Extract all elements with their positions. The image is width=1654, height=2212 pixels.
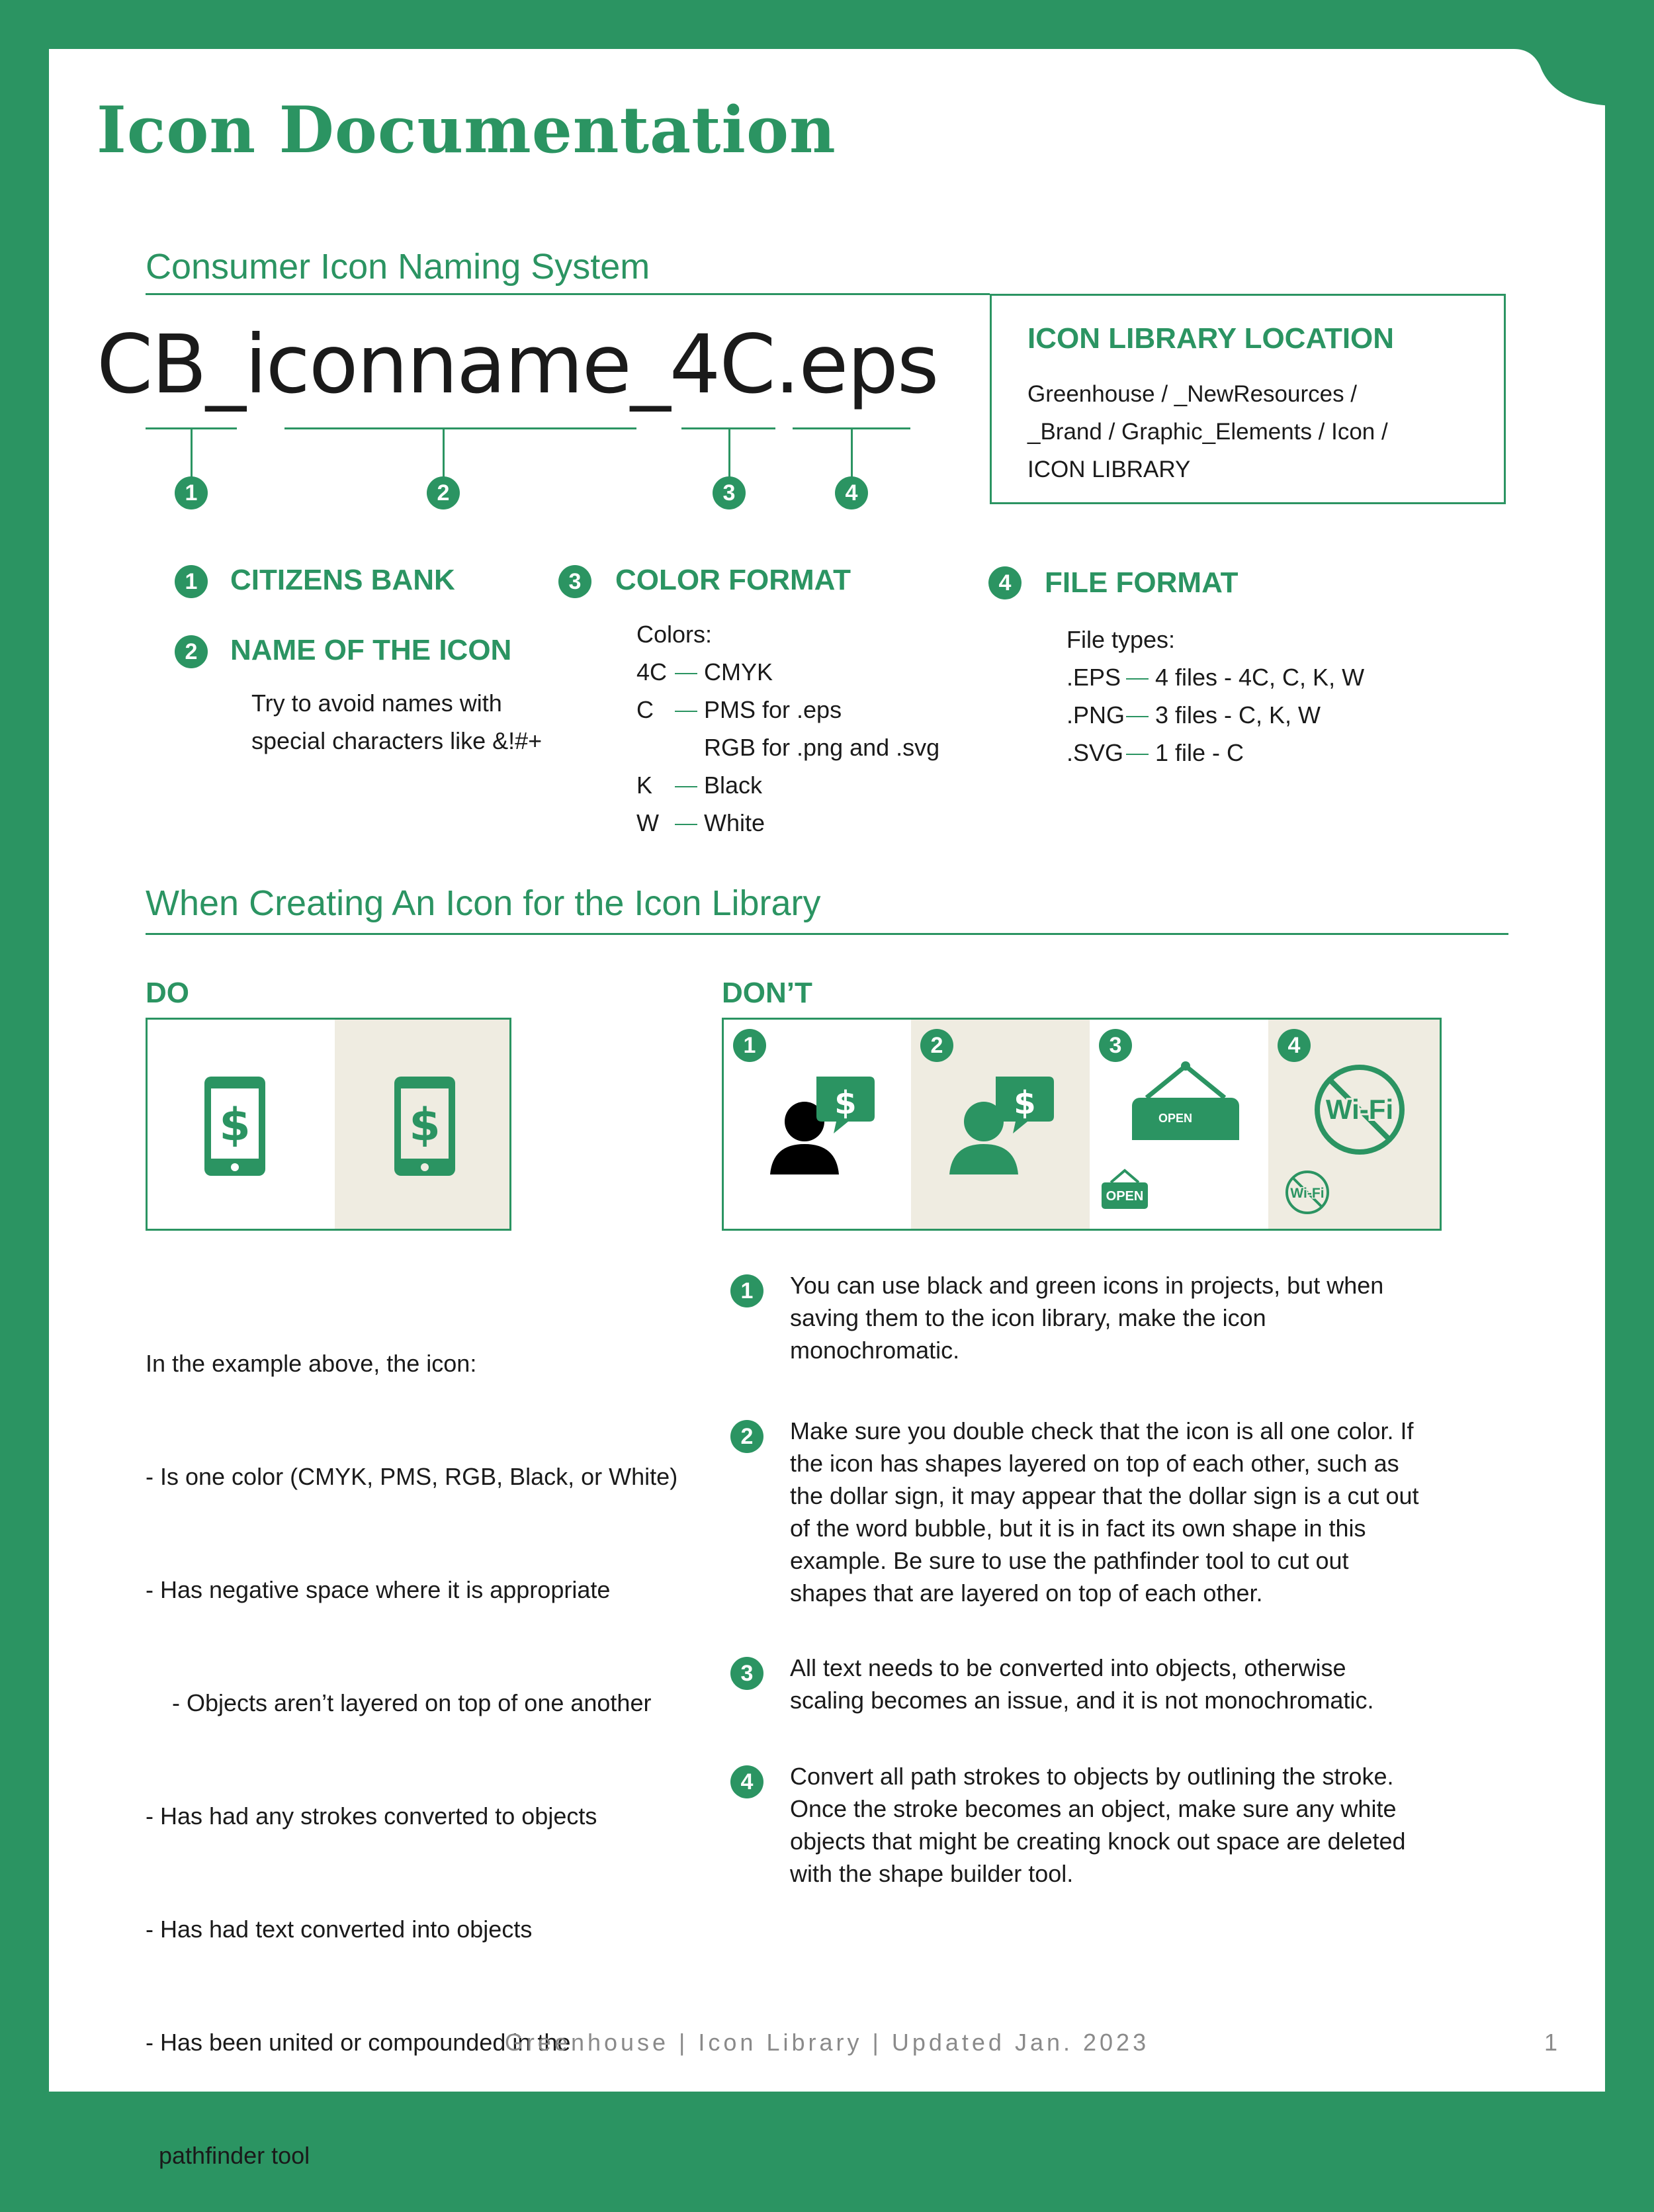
do-explanation-list xyxy=(146,1269,677,2212)
file-format-list xyxy=(1066,621,1364,772)
color-value: CMYK xyxy=(704,658,773,686)
do-list-line: - Has negative space where it is appropriate xyxy=(146,1576,611,1603)
dont-example-panel xyxy=(722,1018,1442,1231)
note-line: special characters like &!#+ xyxy=(251,727,543,754)
person-speech-bubble-icon-green xyxy=(949,1075,1055,1174)
naming-heading: Consumer Icon Naming System xyxy=(146,247,650,287)
wifi-text: Wi-Fi xyxy=(1325,1094,1394,1125)
dont-cell-3 xyxy=(1090,1020,1268,1229)
file-code: .EPS xyxy=(1066,664,1121,691)
do-white-cell xyxy=(148,1020,335,1229)
dont-label: DON’T xyxy=(722,977,812,1009)
color-format-list xyxy=(636,615,939,842)
color-value: Black xyxy=(704,772,763,799)
dollar-glyph: $ xyxy=(219,1099,251,1151)
do-list-line: - Has had any strokes converted to objects xyxy=(146,1802,597,1830)
dont-note-4: Convert all path strokes to objects by outlining the stroke. Once the stroke becomes an object, make sure any white objects that might be creating knock out space are deleted with the shape builder tool. xyxy=(790,1763,1406,1887)
creating-heading: When Creating An Icon for the Icon Library xyxy=(146,883,821,923)
dont-marker-1: 1 xyxy=(733,1029,766,1062)
library-location-box xyxy=(990,294,1506,504)
dont-note-1: You can use black and green icons in projects, but when saving them to the icon library, make the icon monochromatic. xyxy=(790,1272,1384,1364)
dollar-glyph: $ xyxy=(1014,1084,1036,1122)
color-value: RGB for .png and .svg xyxy=(704,734,940,761)
segment-marker-3: 3 xyxy=(713,476,746,509)
note-line: Try to avoid names with xyxy=(251,689,502,717)
do-example-panel xyxy=(146,1018,511,1231)
filename-example: CB_iconname_4C.eps xyxy=(97,318,938,412)
page-corner-curl xyxy=(1501,40,1613,146)
naming-rule xyxy=(146,293,990,295)
color-code: C xyxy=(636,696,654,723)
dont-note-marker-2: 2 xyxy=(730,1420,763,1453)
do-list-line: - Objects aren’t layered on top of one another xyxy=(146,1689,652,1716)
segment-connector-3 xyxy=(728,427,730,478)
segment-underline-2 xyxy=(284,427,636,429)
wifi-text: Wi-Fi xyxy=(1290,1186,1325,1201)
dollar-glyph: $ xyxy=(834,1084,857,1122)
color-value: White xyxy=(704,809,765,836)
library-path-line: _Brand / Graphic_Elements / Icon / xyxy=(1027,419,1388,445)
file-row xyxy=(1066,658,1364,696)
file-intro: File types: xyxy=(1066,626,1176,653)
dont-marker-2: 2 xyxy=(920,1029,953,1062)
do-list-line: - Has had text converted into objects xyxy=(146,1916,533,1943)
color-row xyxy=(636,804,939,842)
dont-cell-2 xyxy=(911,1020,1090,1229)
legend-marker-4: 4 xyxy=(988,566,1022,599)
color-code: K xyxy=(636,772,653,799)
file-value: 3 files - C, K, W xyxy=(1155,701,1321,729)
page-title: Icon Documentation xyxy=(97,93,836,167)
library-path xyxy=(1027,375,1491,488)
phone-dollar-icon xyxy=(394,1077,455,1176)
library-path-line: Greenhouse / _NewResources / xyxy=(1027,381,1358,407)
dont-note-marker-3: 3 xyxy=(730,1657,763,1690)
do-list-line: pathfinder tool xyxy=(146,2142,310,2169)
open-sign-text: OPEN xyxy=(1106,1189,1144,1204)
segment-marker-1: 1 xyxy=(175,476,208,509)
file-value: 4 files - 4C, C, K, W xyxy=(1155,664,1365,691)
do-list-line: In the example above, the icon: xyxy=(146,1350,477,1377)
legend-label-icon-name: NAME OF THE ICON xyxy=(230,634,512,666)
dont-marker-3: 3 xyxy=(1099,1029,1132,1062)
do-list-line: - Has been united or compounded in the xyxy=(146,2029,571,2056)
do-list-line: - Is one color (CMYK, PMS, RGB, Black, or White) xyxy=(146,1463,678,1490)
color-row xyxy=(636,691,939,729)
file-row xyxy=(1066,696,1364,734)
open-sign-icon-large xyxy=(1129,1061,1242,1140)
legend-label-color-format: COLOR FORMAT xyxy=(615,564,851,596)
dont-note-marker-1: 1 xyxy=(730,1274,763,1307)
dont-marker-4: 4 xyxy=(1278,1029,1311,1062)
dont-cell-1 xyxy=(724,1020,911,1229)
legend-marker-3: 3 xyxy=(558,565,591,598)
segment-connector-1 xyxy=(191,427,193,478)
color-row xyxy=(636,766,939,804)
dont-cell-4 xyxy=(1268,1020,1440,1229)
dont-note-2: Make sure you double check that the icon is all one color. If the icon has shapes layered on top of each other, such as the dollar sign, it may appear that the dollar sign is a cut out of the word bubble, but it is in fact its own shape in this example. Be sure to use the pathfinder tool to cut out shapes that are layered on top of each other. xyxy=(790,1417,1419,1607)
legend-label-file-format: FILE FORMAT xyxy=(1045,566,1239,599)
segment-connector-2 xyxy=(443,427,445,478)
do-label: DO xyxy=(146,977,189,1009)
segment-connector-4 xyxy=(851,427,853,478)
library-path-line: ICON LIBRARY xyxy=(1027,457,1191,482)
color-row xyxy=(636,653,939,691)
legend-marker-1: 1 xyxy=(175,565,208,598)
library-title: ICON LIBRARY LOCATION xyxy=(1027,322,1395,355)
segment-marker-4: 4 xyxy=(835,476,868,509)
page-footer: Greenhouse | Icon Library | Updated Jan. 2023 xyxy=(504,2029,1150,2056)
legend-marker-2: 2 xyxy=(175,635,208,668)
file-row xyxy=(1066,734,1364,772)
legend-icon-name-note xyxy=(251,684,542,760)
color-row xyxy=(636,729,939,766)
dont-note-marker-4: 4 xyxy=(730,1765,763,1798)
open-sign-text: OPEN xyxy=(1158,1112,1193,1125)
color-value: PMS for .eps xyxy=(704,696,842,723)
segment-marker-2: 2 xyxy=(427,476,460,509)
dont-note-3: All text needs to be converted into objects, otherwise scaling becomes an issue, and it is not monochromatic. xyxy=(790,1654,1374,1714)
open-sign-icon-small xyxy=(1100,1167,1149,1210)
file-code: .SVG xyxy=(1066,739,1124,766)
file-value: 1 file - C xyxy=(1155,739,1244,766)
file-code: .PNG xyxy=(1066,701,1125,729)
creating-rule xyxy=(146,933,1508,935)
phone-dollar-icon xyxy=(204,1077,265,1176)
do-beige-cell xyxy=(335,1020,509,1229)
color-intro: Colors: xyxy=(636,621,713,648)
dollar-glyph: $ xyxy=(409,1099,441,1151)
color-code: 4C xyxy=(636,658,668,686)
legend-label-citizens-bank: CITIZENS BANK xyxy=(230,564,455,596)
no-wifi-icon-small xyxy=(1284,1169,1330,1216)
no-wifi-icon-large xyxy=(1313,1063,1406,1156)
color-code: W xyxy=(636,809,659,836)
person-speech-bubble-icon-black xyxy=(770,1075,876,1174)
page-number: 1 xyxy=(1544,2029,1558,2056)
